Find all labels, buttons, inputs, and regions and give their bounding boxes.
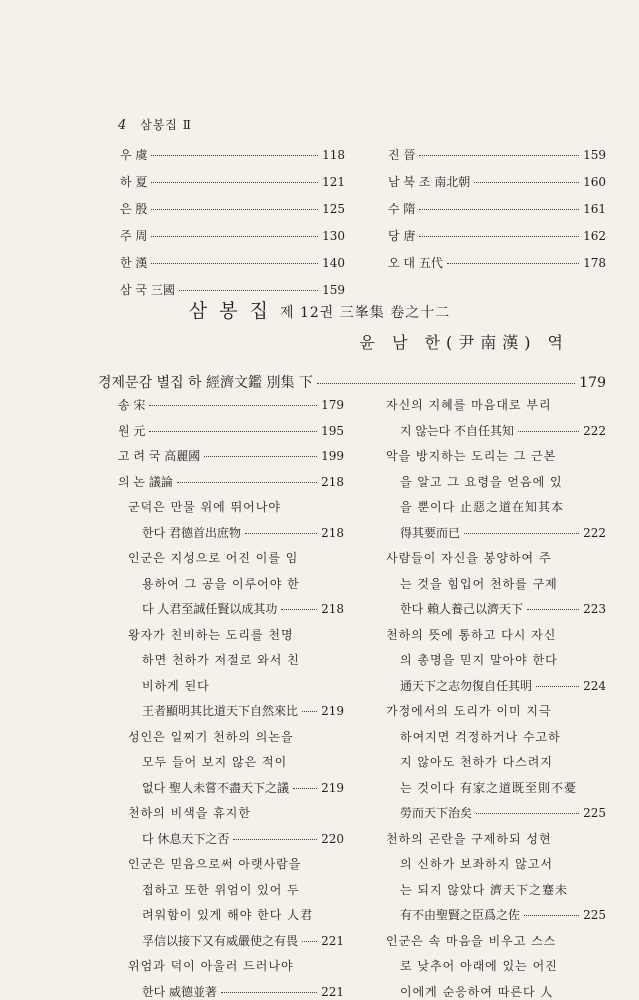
toc-dynasty-entry	[388, 146, 606, 163]
entry-label: 삼 국 三國	[120, 283, 175, 297]
toc-right-entry: 는 것을 힘입어 천하를 구제	[400, 576, 558, 591]
toc-right-entry: 천하의 뜻에 통하고 다시 자신	[386, 627, 557, 642]
leader-dots	[447, 263, 579, 264]
leader-dots	[204, 456, 317, 457]
page-number: 4	[118, 118, 128, 133]
toc-dynasty-entry	[120, 281, 345, 298]
entry-label: 없다 聖人未嘗不盡天下之議	[142, 780, 289, 795]
toc-right-entry: 지 않아도 천하가 다스려지	[400, 755, 553, 769]
toc-left-entry: 천하의 비색을 휴지한	[128, 806, 251, 820]
leader-dots	[177, 482, 317, 483]
toc-left-entry	[142, 779, 344, 796]
toc-right-entry: 천하의 곤란을 구제하되 성현	[386, 831, 552, 846]
entry-label: 王者顯明其比道天下自然來比	[142, 704, 299, 718]
entry-label: 다 人君至誠任賢以成其功	[142, 602, 278, 616]
entry-page-number: 218	[321, 602, 344, 616]
entry-page-number: 195	[321, 423, 344, 438]
entry-page-number: 219	[321, 780, 344, 795]
toc-left-entry	[118, 447, 344, 464]
toc-left-entry	[142, 830, 344, 847]
leader-dots	[476, 813, 579, 814]
entry-label: 지 않는다 不自任其知	[400, 423, 514, 438]
toc-left-entry	[118, 396, 344, 413]
entry-page-number: 222	[583, 525, 606, 540]
toc-right-entry	[400, 524, 606, 541]
entry-page-number: 161	[583, 202, 606, 216]
entry-page-number: 220	[321, 831, 344, 846]
leader-dots	[419, 209, 579, 210]
leader-dots	[151, 236, 318, 237]
toc-left-entry: 하면 천하가 저절로 와서 친	[142, 653, 300, 667]
leader-dots	[245, 533, 317, 534]
toc-right-entry: 하여지면 걱정하거나 수고하	[400, 729, 561, 744]
entry-page-number: 179	[321, 398, 344, 412]
leader-dots	[474, 182, 579, 183]
toc-dynasty-entry	[120, 146, 345, 163]
entry-label: 의 논 議論	[118, 474, 173, 489]
toc-right-entry	[400, 804, 606, 821]
leader-dots	[151, 182, 318, 183]
toc-dynasty-entry	[120, 200, 345, 217]
toc-dynasty-entry	[120, 227, 345, 244]
toc-left-entry	[142, 983, 344, 1000]
entry-page-number: 221	[321, 984, 344, 999]
toc-left-entry: 접하고 또한 위엄이 있어 두	[142, 882, 300, 897]
toc-dynasty-entry	[388, 227, 606, 244]
leader-dots	[151, 209, 318, 210]
entry-label: 孚信以接下又有威嚴使之有畏	[142, 933, 299, 948]
entry-page-number: 225	[583, 908, 606, 922]
entry-label: 한다 君德首出庶物	[142, 525, 241, 540]
toc-left-entry	[142, 702, 344, 719]
toc-right-entry: 가정에서의 도리가 이미 지극	[386, 704, 552, 718]
entry-label: 勞而天下治矣	[400, 806, 473, 820]
entry-page-number: 218	[321, 474, 344, 489]
toc-right-entry: 로 낮추어 아래에 있는 어진	[400, 959, 558, 973]
leader-dots	[221, 992, 317, 993]
leader-dots	[524, 915, 579, 916]
toc-left-entry	[142, 600, 344, 617]
toc-right-entry: 자신의 지혜를 마음대로 부리	[386, 398, 552, 412]
entry-page-number: 222	[583, 423, 606, 438]
entry-page-number: 178	[583, 256, 606, 270]
toc-right-entry	[400, 422, 606, 439]
chapter-heading-page: 179	[579, 375, 606, 391]
toc-right-entry	[400, 906, 606, 923]
volume-title-sub: 제 12권 三峯集 卷之十二	[279, 305, 451, 321]
chapter-heading	[98, 372, 606, 392]
leader-dots	[317, 383, 575, 384]
toc-right-entry: 악을 방지하는 도리는 그 근본	[386, 449, 557, 463]
toc-right-entry: 을 알고 그 요령을 얻음에 있	[400, 474, 563, 489]
entry-label: 주 周	[120, 229, 148, 243]
toc-right-entry	[400, 600, 606, 617]
entry-label: 한다 賴人養己以濟天下	[400, 602, 523, 616]
entry-page-number: 225	[583, 806, 606, 820]
entry-label: 남 북 조 南北朝	[388, 175, 471, 189]
leader-dots	[233, 839, 317, 840]
toc-right-entry: 사람들이 자신을 봉양하여 주	[386, 551, 552, 565]
toc-left-entry: 군덕은 만물 위에 뛰어나야	[128, 500, 281, 514]
leader-dots	[149, 405, 317, 406]
leader-dots	[419, 155, 579, 156]
entry-page-number: 221	[321, 933, 344, 948]
toc-right-entry: 인군은 속 마음을 비우고 스스	[386, 933, 557, 948]
entry-label: 은 殷	[120, 202, 148, 216]
chapter-heading-label: 경제문감 별집 하 經濟文鑑 別集 下	[98, 375, 313, 391]
leader-dots	[151, 263, 318, 264]
leader-dots	[293, 788, 317, 789]
volume-title-main: 삼 봉 집	[188, 300, 271, 322]
toc-left-entry: 모두 들어 보지 않은 적이	[142, 755, 288, 769]
leader-dots	[536, 686, 579, 687]
toc-left-entry: 비하게 된다	[142, 678, 210, 693]
entry-page-number: 121	[322, 175, 345, 189]
toc-right-entry	[400, 677, 606, 694]
toc-left-entry: 인군은 믿음으로써 아랫사람을	[128, 857, 302, 871]
entry-label: 우 虞	[120, 148, 148, 162]
leader-dots	[179, 290, 318, 291]
toc-dynasty-entry	[388, 254, 606, 271]
entry-page-number: 218	[321, 525, 344, 540]
entry-page-number: 223	[583, 602, 606, 616]
entry-page-number: 159	[322, 283, 345, 297]
leader-dots	[527, 609, 579, 610]
entry-page-number: 118	[322, 148, 345, 162]
leader-dots	[151, 155, 318, 156]
entry-label: 通天下之志勿復自任其明	[400, 678, 533, 693]
toc-left-entry: 왕자가 친비하는 도리를 천명	[128, 627, 294, 642]
entry-page-number: 162	[583, 229, 606, 243]
toc-left-entry: 위엄과 덕이 아울러 드러나야	[128, 959, 294, 973]
toc-left-entry: 성인은 일찌기 천하의 의논을	[128, 729, 294, 744]
entry-page-number: 125	[322, 202, 345, 216]
entry-label: 고 려 국 高麗國	[118, 449, 201, 463]
toc-left-entry	[118, 473, 344, 490]
entry-page-number: 140	[322, 256, 345, 270]
leader-dots	[281, 609, 317, 610]
entry-label: 有不由聖賢之臣爲之佐	[400, 908, 521, 922]
toc-right-entry: 의 신하가 보좌하지 않고서	[400, 857, 553, 871]
running-head	[118, 116, 192, 133]
toc-right-entry: 의 총명을 믿지 말아야 한다	[400, 653, 558, 667]
entry-page-number: 219	[321, 704, 344, 718]
entry-label: 한다 威德並著	[142, 984, 217, 999]
toc-dynasty-entry	[120, 254, 345, 271]
toc-dynasty-entry	[388, 173, 606, 190]
toc-right-entry: 는 것이다 有家之道既至則不憂	[400, 780, 577, 795]
leader-dots	[419, 236, 579, 237]
entry-label: 수 隋	[388, 202, 416, 216]
toc-right-entry: 을 뿐이다 止惡之道在知其本	[400, 500, 564, 514]
entry-label: 하 夏	[120, 175, 148, 189]
toc-left-entry	[142, 524, 344, 541]
entry-page-number: 159	[583, 148, 606, 162]
entry-page-number: 199	[321, 449, 344, 463]
toc-left-entry	[142, 932, 344, 949]
entry-label: 당 唐	[388, 229, 416, 243]
leader-dots	[302, 711, 317, 712]
entry-page-number: 224	[583, 678, 606, 693]
leader-dots	[302, 941, 317, 942]
toc-right-entry: 이에게 순응하여 따른다 人	[400, 984, 554, 999]
leader-dots	[464, 533, 579, 534]
toc-right-entry: 는 되지 않았다 濟天下之蹇未	[400, 882, 568, 897]
toc-left-entry: 인군은 지성으로 어진 이를 임	[128, 551, 299, 565]
entry-label: 오 대 五代	[388, 256, 443, 270]
toc-left-entry: 려워함이 있게 해야 한다 人君	[142, 908, 314, 922]
leader-dots	[149, 431, 317, 432]
toc-dynasty-entry	[120, 173, 345, 190]
leader-dots	[518, 431, 579, 432]
entry-label: 得其要而已	[400, 525, 461, 540]
book-short-title: 삼봉집 Ⅱ	[140, 118, 192, 132]
entry-label: 원 元	[118, 423, 146, 438]
toc-dynasty-entry	[388, 200, 606, 217]
translator-credit: 윤 남 한(尹南漢) 역	[359, 333, 569, 352]
toc-left-entry: 용하여 그 공을 이루어야 한	[142, 576, 300, 591]
entry-label: 송 宋	[118, 398, 146, 412]
entry-label: 진 晉	[388, 148, 416, 162]
toc-left-entry	[118, 422, 344, 439]
entry-label: 다 休息天下之否	[142, 831, 230, 846]
entry-page-number: 130	[322, 229, 345, 243]
volume-title	[0, 296, 639, 323]
entry-label: 한 漢	[120, 256, 148, 270]
entry-page-number: 160	[583, 175, 606, 189]
